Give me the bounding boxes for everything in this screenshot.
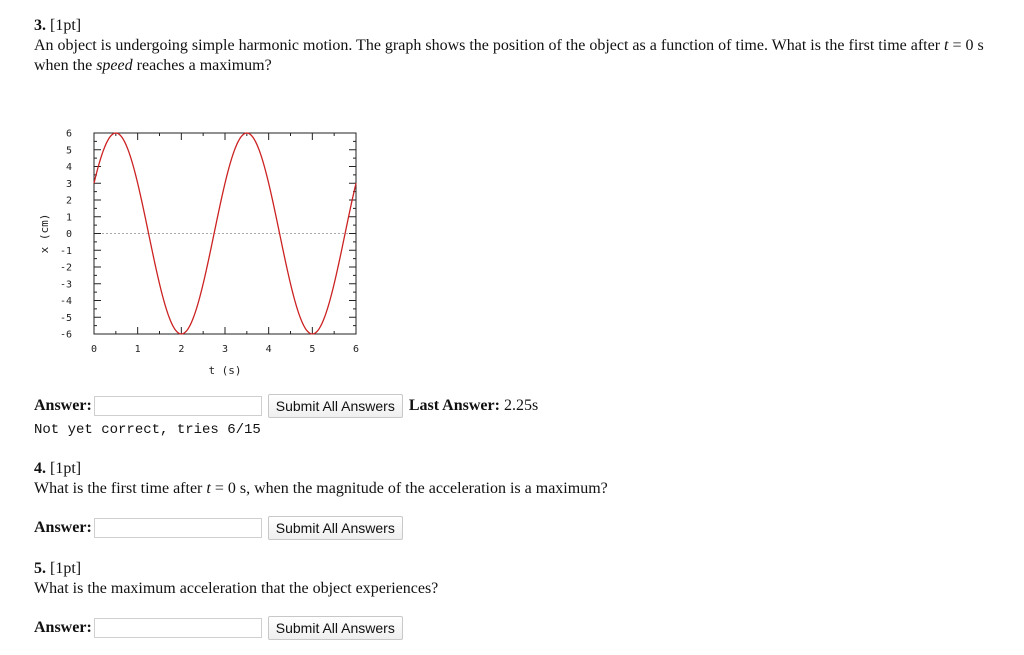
y-tick-label: 0 — [65, 229, 72, 240]
submit-all-answers-button[interactable]: Submit All Answers — [268, 616, 403, 640]
y-tick-label: 1 — [65, 212, 72, 224]
x-tick-label: 1 — [134, 344, 141, 355]
y-tick-label: 6 — [65, 128, 72, 140]
question-5-text — [34, 579, 438, 599]
question-points: [1pt] — [50, 17, 82, 34]
question-points: [1pt] — [50, 460, 82, 477]
answer-input[interactable] — [94, 518, 262, 538]
plot-frame — [94, 133, 356, 334]
last-answer — [409, 397, 538, 415]
text-segment: reaches a maximum? — [132, 57, 272, 74]
y-tick-label: 3 — [65, 178, 72, 190]
y-tick-label: -1 — [59, 245, 72, 257]
question-3-answer-row — [34, 394, 538, 418]
question-3-text — [34, 36, 1014, 76]
question-number: 5. — [34, 560, 46, 577]
x-tick-label: 0 — [90, 344, 98, 355]
question-5-header — [34, 559, 438, 579]
text-emphasis: speed — [96, 57, 133, 74]
answer-label: Answer: — [34, 619, 92, 636]
x-tick-label: 3 — [221, 344, 229, 355]
position-curve — [94, 133, 356, 334]
question-number: 3. — [34, 17, 46, 34]
question-4 — [34, 459, 608, 499]
question-number: 4. — [34, 460, 46, 477]
last-answer-value: 2.25s — [503, 397, 539, 414]
question-5-answer-row — [34, 616, 403, 640]
text-segment: What is the maximum acceleration that the object experiences? — [34, 580, 439, 597]
text-segment: What is the first time after — [34, 480, 207, 497]
question-4-text — [34, 479, 608, 499]
y-tick-label: -5 — [59, 312, 72, 324]
y-tick-label: 5 — [65, 145, 72, 157]
question-points: [1pt] — [50, 560, 82, 577]
y-tick-label: 4 — [65, 162, 72, 173]
text-segment: = 0 s when the — [34, 37, 984, 74]
answer-label: Answer: — [34, 519, 92, 536]
x-tick-label: 4 — [265, 344, 272, 355]
question-4-answer-row — [34, 516, 403, 540]
text-variable: t — [944, 37, 949, 54]
last-answer-label: Last Answer: — [408, 397, 500, 414]
y-axis-title: x (cm) — [38, 213, 51, 254]
x-tick-label: 6 — [352, 344, 360, 355]
y-tick-label: 2 — [65, 195, 72, 207]
text-segment: An object is undergoing simple harmonic motion. The graph shows the position of the object as a function of time. What is the first time after — [34, 37, 945, 54]
text-segment: = 0 s, when the magnitude of the acceleration is a maximum? — [210, 480, 608, 497]
y-tick-label: -6 — [59, 329, 72, 341]
text-variable: t — [206, 480, 211, 497]
question-4-header — [34, 459, 608, 479]
position-time-chart — [34, 120, 374, 382]
answer-input[interactable] — [94, 618, 262, 638]
x-axis-title: t (s) — [208, 364, 242, 377]
x-tick-label: 5 — [309, 344, 316, 355]
y-tick-label: -2 — [59, 262, 72, 274]
submit-all-answers-button[interactable]: Submit All Answers — [268, 516, 403, 540]
answer-input[interactable] — [94, 396, 262, 416]
y-tick-label: -3 — [59, 279, 72, 291]
status-message: Not yet correct, tries 6/15 — [34, 422, 261, 438]
y-tick-label: -4 — [59, 296, 72, 307]
x-tick-label: 2 — [178, 344, 185, 355]
answer-label: Answer: — [34, 397, 92, 414]
question-3 — [34, 16, 1014, 76]
question-3-header — [34, 16, 1014, 36]
submit-all-answers-button[interactable]: Submit All Answers — [268, 394, 403, 418]
question-5 — [34, 559, 438, 599]
